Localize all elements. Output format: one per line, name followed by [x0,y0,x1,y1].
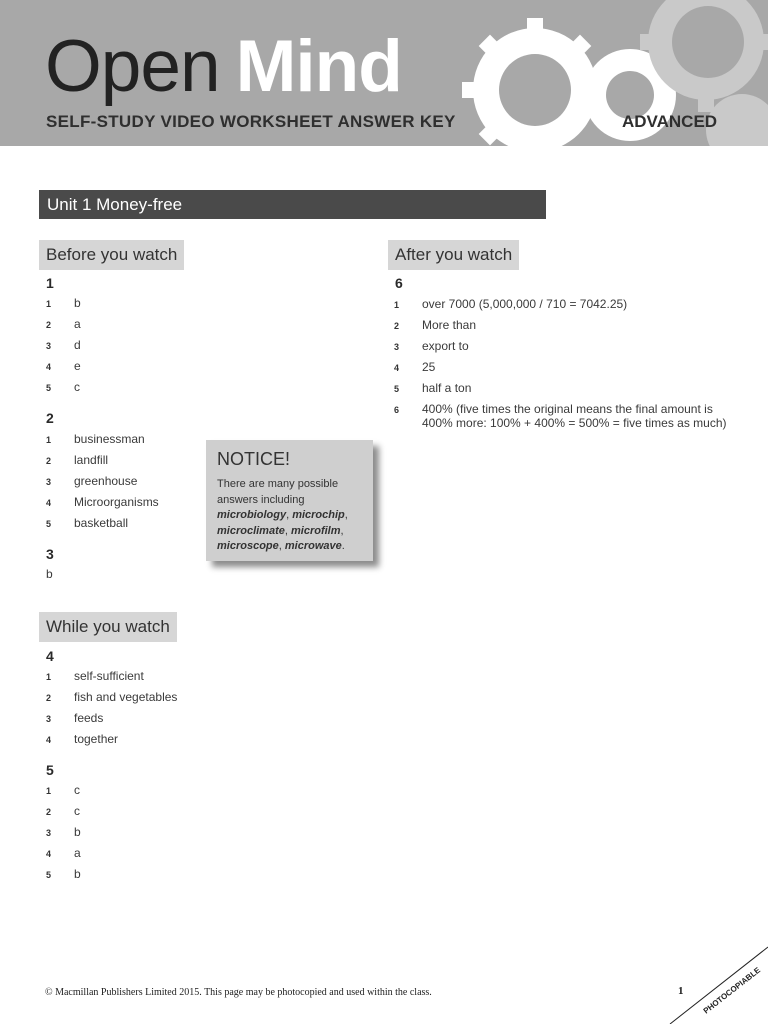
answer-item-text: a [74,317,81,331]
question-number-4: 4 [46,648,54,664]
answer-item-text: 25 [422,360,436,374]
answer-item-text: self-sufficient [74,669,144,683]
unit-title: Unit 1 Money-free [47,195,183,214]
section-heading-after: After you watch [388,240,519,270]
brand-logo [45,22,402,112]
answer-item-number: 1 [46,299,52,309]
answer-item [394,318,734,339]
answer-item-number: 3 [394,342,400,352]
answer-item-number: 5 [46,383,52,393]
page-number: 1 [678,985,684,997]
answers-list-q2 [46,432,206,537]
answer-item-number: 4 [46,362,52,372]
answers-list-q5 [46,783,196,888]
answer-item [46,783,196,804]
section-heading-before: Before you watch [39,240,184,270]
answers-list-q4 [46,669,216,753]
answer-item [46,669,216,690]
answer-item-text: half a ton [422,381,472,395]
notice-box [206,440,373,561]
answer-item-text: feeds [74,711,104,725]
answer-item-number: 6 [394,405,400,415]
notice-word: microwave [284,540,342,552]
answer-item [394,402,728,430]
answer-item-number: 3 [46,828,52,838]
answer-item [46,474,206,495]
answer-item-number: 4 [394,363,400,373]
answer-item-text: c [74,804,80,818]
answer-item-number: 3 [46,477,52,487]
answer-item-number: 2 [46,807,52,817]
answer-item-text: greenhouse [74,474,138,488]
answer-item [46,516,206,537]
question-number-5: 5 [46,762,54,778]
answer-item [46,495,206,516]
answer-item [46,359,196,380]
section-heading-while: While you watch [39,612,177,642]
photocopiable-label: PHOTOCOPIABLE [701,965,763,1016]
answer-item [46,453,206,474]
answer-item [46,711,216,732]
answer-q3: b [46,567,53,581]
answer-item-number: 1 [46,435,52,445]
answer-item [46,846,196,867]
answer-item [46,432,206,453]
notice-word: microchip [292,509,345,521]
answer-item-text: export to [422,339,469,353]
question-number-3: 3 [46,546,54,562]
answers-list-q6 [394,297,734,430]
answer-item [46,867,196,888]
level-label: ADVANCED [622,112,718,131]
photocopiable-corner [668,944,768,1024]
answer-item-number: 4 [46,498,52,508]
answer-item-text: More than [422,318,477,332]
answer-item-text: 400% (five times the original means the final amount is 400% more: 100% + 400% = 500% = five times as much) [422,402,727,430]
notice-words: microbiology, microchip, microclimate, microfilm, microscope, microwave. [217,509,348,552]
notice-word: microscope [217,540,279,552]
answer-item [46,690,216,711]
answer-item [394,381,734,402]
answer-item-text: together [74,732,119,746]
answer-item [46,317,196,338]
notice-word: microclimate [217,524,285,537]
document-subtitle: SELF-STUDY VIDEO WORKSHEET ANSWER KEY [46,112,456,131]
header-banner [0,0,768,146]
question-number-6: 6 [395,275,403,291]
answer-item-number: 3 [46,714,52,724]
answer-item-text: b [74,867,81,881]
answer-item-number: 2 [46,320,52,330]
answer-item-text: d [74,338,81,352]
brand-mind: Mind [235,26,402,107]
answer-item-number: 1 [46,786,52,796]
notice-intro: There are many possible answers including [217,478,339,506]
brand-open: Open [45,26,220,107]
answer-item-text: businessman [74,432,145,446]
notice-body [217,477,369,555]
answer-item-text: e [74,359,81,373]
notice-word: microbiology [217,509,287,521]
answer-item-text: a [74,846,81,860]
question-number-2: 2 [46,410,54,426]
answer-item-number: 5 [46,519,52,529]
answer-item-number: 4 [46,849,52,859]
answer-item [46,825,196,846]
answer-item-number: 2 [46,456,52,466]
answer-item-number: 3 [46,341,52,351]
answer-item-number: 2 [46,693,52,703]
answer-item [394,339,734,360]
copyright-notice: © Macmillan Publishers Limited 2015. This page may be photocopied and used within the class. [45,987,432,998]
answer-item [46,732,216,753]
notice-word: microfilm [291,524,341,537]
answer-item-text: fish and vegetables [74,690,178,704]
answer-item-text: c [74,783,80,797]
question-number-1: 1 [46,275,54,291]
answer-item-number: 2 [394,321,400,331]
answer-item-number: 4 [46,735,52,745]
answer-item [394,297,734,318]
answer-item [46,380,196,401]
answer-item-text: c [74,380,80,394]
answer-item-text: landfill [74,453,109,467]
answer-item [46,804,196,825]
answer-item-number: 5 [394,384,400,394]
answer-item [46,338,196,359]
answer-item-text: basketball [74,516,129,530]
answer-item [46,296,196,317]
answer-item-number: 5 [46,870,52,880]
notice-title: NOTICE! [217,449,291,469]
unit-title-bar [39,190,546,219]
answer-item-text: over 7000 (5,000,000 / 710 = 7042.25) [422,297,628,311]
answers-list-q1 [46,296,196,401]
answer-item-number: 1 [394,300,400,310]
answer-item-text: b [74,825,81,839]
answer-item-text: Microorganisms [74,495,159,509]
answer-item-text: b [74,296,81,310]
answer-item [394,360,734,381]
answer-item-number: 1 [46,672,52,682]
